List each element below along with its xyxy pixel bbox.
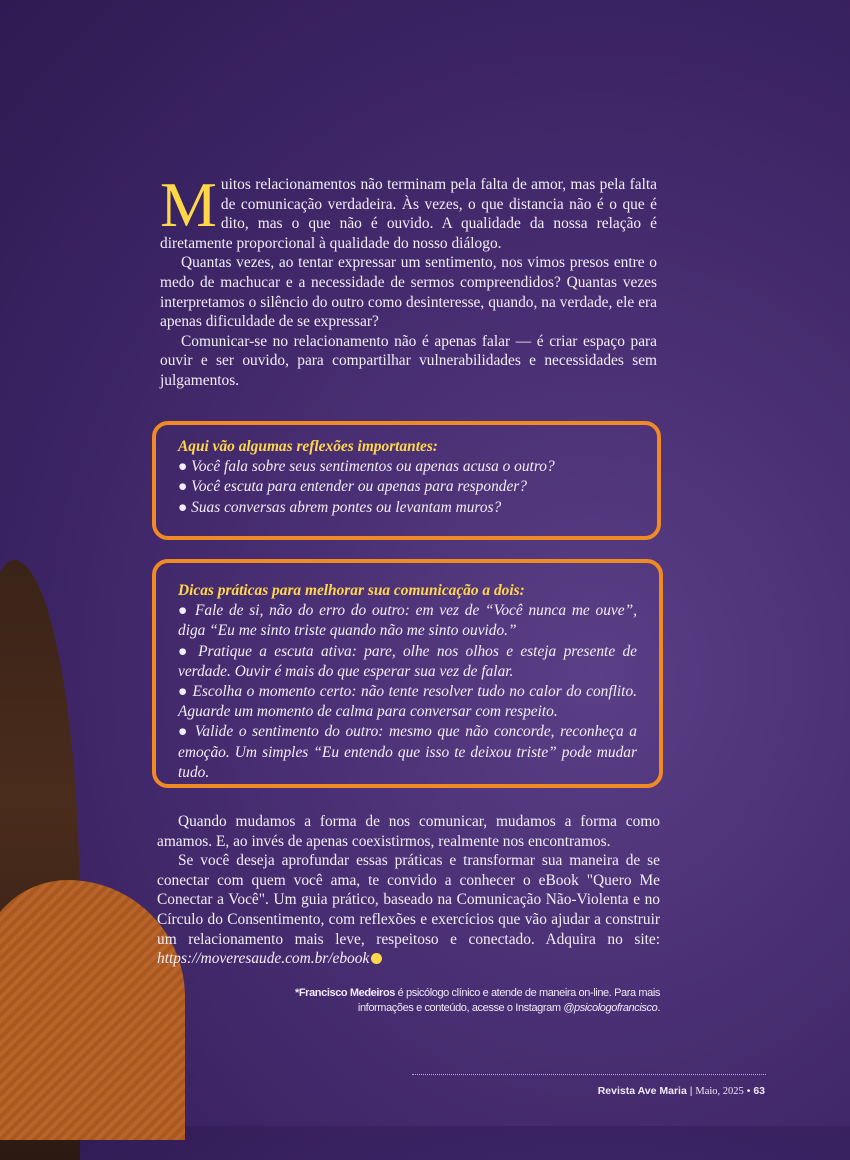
tips-box <box>152 559 663 788</box>
end-mark-icon <box>371 953 382 964</box>
footer-separator: | <box>686 1085 696 1097</box>
intro-paragraph-1 <box>160 169 657 253</box>
outro-paragraph-2-text: Se você deseja aprofundar essas práticas e transformar sua maneira de se conectar com quem você ama, te convido a conhecer o eBook "Quero Me Conectar a Você". Um guia prático, baseado na Comunicação Não-Violenta e no Círculo do Consentimento, com reflexões e exercícios que vão ajudar a construir um relacionamento mais leve, respeitoso e conectado. Adquira no site: <box>157 852 660 948</box>
tip-item: ● Fale de si, não do erro do outro: em vez de “Você nunca me ouve”, diga “Eu me sinto triste quando não me sinto ouvido.” <box>178 602 637 640</box>
drop-cap: M <box>160 169 217 240</box>
reflection-item: ● Você fala sobre seus sentimentos ou apenas acusa o outro? <box>178 458 555 476</box>
intro-paragraph-1-text: uitos relacionamentos não terminam pela falta de amor, mas pela falta de comunicação verdadeira. Às vezes, o que distancia não é o que é dito, mas o que não é ouvido. A qualidade da nossa relação é diretamente proporcional à qualidade do nosso diálogo. <box>160 176 657 252</box>
reflections-box <box>152 421 661 540</box>
tip-item: ● Escolha o momento certo: não tente resolver tudo no calor do conflito. Aguarde um momento de calma para conversar com respeito. <box>178 683 637 721</box>
footer-divider <box>412 1074 766 1075</box>
reflection-item: ● Você escuta para entender ou apenas para responder? <box>178 478 527 496</box>
author-note-end: . <box>657 1002 660 1014</box>
author-name: *Francisco Medeiros <box>294 987 395 999</box>
intro-text <box>160 169 657 391</box>
outro-paragraph-2 <box>157 851 660 969</box>
page-footer <box>598 1085 765 1097</box>
author-bio: é psicólogo clínico e atende de maneira on-line. Para mais informações e conteúdo, acesse o Instagram <box>357 987 660 1014</box>
footer-date: Maio, 2025 <box>695 1086 744 1097</box>
outro-paragraph-1: Quando mudamos a forma de nos comunicar, mudamos a forma como amamos. E, ao invés de apenas coexistirmos, realmente nos encontramos. <box>157 813 660 850</box>
intro-paragraph-2: Quantas vezes, ao tentar expressar um sentimento, nos vimos presos entre o medo de machucar e a necessidade de sermos compreendidos? Quantas vezes interpretamos o silêncio do outro como desinteresse, quando, na verdade, ele era apenas dificuldade de se expressar? <box>160 254 657 331</box>
author-instagram[interactable]: @psicologofrancisco <box>563 1002 658 1014</box>
reflections-title: Aqui vão algumas reflexões importantes: <box>178 438 438 455</box>
author-note <box>240 986 660 1016</box>
tip-item: ● Valide o sentimento do outro: mesmo que não concorde, reconheça a emoção. Um simples “Eu entendo que isso te deixou triste” pode mudar tudo. <box>178 723 637 781</box>
page-number: 63 <box>753 1085 765 1097</box>
intro-paragraph-3: Comunicar-se no relacionamento não é apenas falar — é criar espaço para ouvir e ser ouvido, para compartilhar vulnerabilidades e necessidades sem julgamentos. <box>160 332 657 389</box>
reflection-item: ● Suas conversas abrem pontes ou levantam muros? <box>178 498 502 516</box>
ebook-link[interactable]: https://moveresaude.com.br/ebook <box>157 950 370 968</box>
tips-title: Dicas práticas para melhorar sua comunicação a dois: <box>178 582 525 599</box>
tip-item: ● Pratique a escuta ativa: pare, olhe nos olhos e esteja presente de verdade. Ouvir é mais do que esperar sua vez de falar. <box>178 642 637 680</box>
outro-text <box>157 812 660 969</box>
footer-bullet: • <box>743 1085 754 1097</box>
footer-magazine: Revista Ave Maria <box>597 1085 687 1097</box>
